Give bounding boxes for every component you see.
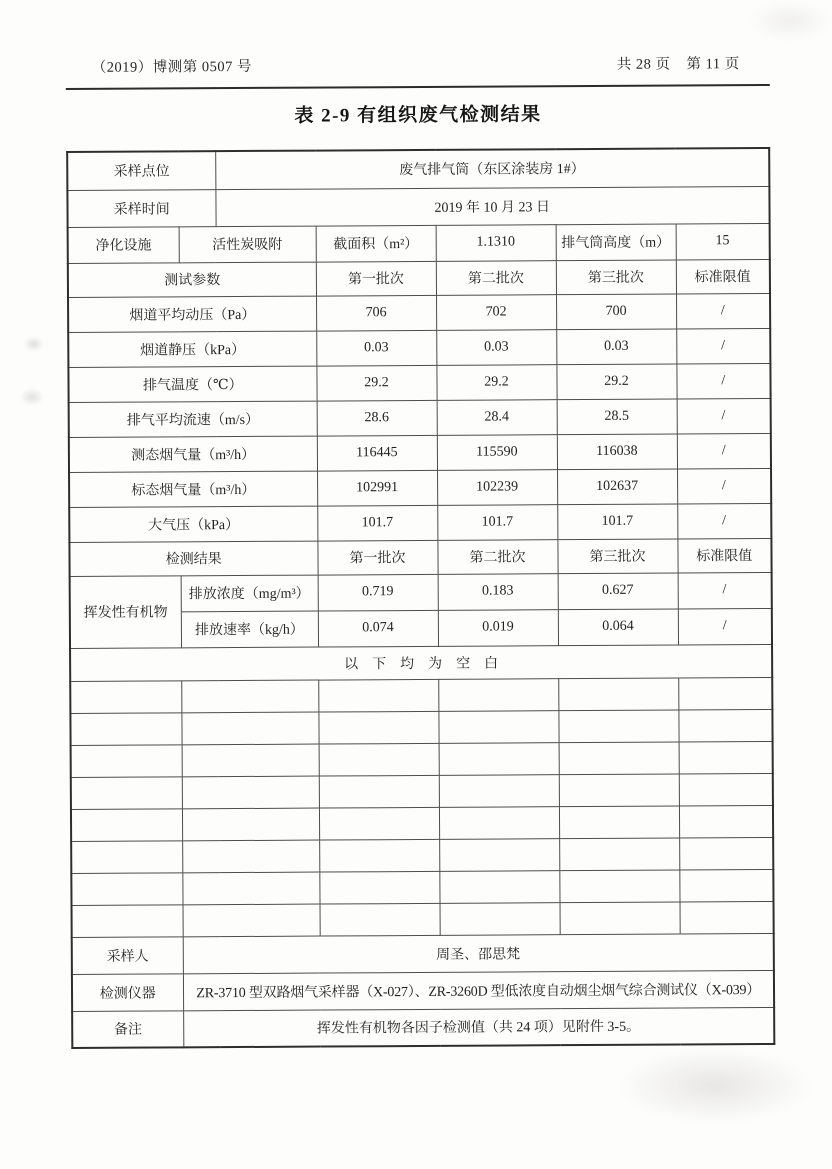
param-limit: / xyxy=(676,293,770,329)
empty-cell xyxy=(182,808,319,841)
empty-cell xyxy=(439,838,559,871)
param-row xyxy=(69,433,771,472)
table-row xyxy=(68,223,770,263)
params-header-label: 测试参数 xyxy=(68,262,316,297)
page-current: 第 11 页 xyxy=(686,56,740,73)
param-value: 29.2 xyxy=(556,363,676,399)
voc-value: 0.719 xyxy=(318,574,438,611)
empty-cell xyxy=(71,872,182,905)
empty-cell xyxy=(558,709,678,742)
voc-metric-label: 排放浓度（mg/m³） xyxy=(181,575,318,612)
results-header-label: 检测结果 xyxy=(69,541,317,576)
param-row xyxy=(69,398,771,437)
empty-cell xyxy=(320,903,440,936)
document-header xyxy=(92,52,740,77)
batch1-header: 第一批次 xyxy=(317,540,437,575)
table-row xyxy=(72,970,774,1011)
empty-cell xyxy=(72,904,183,937)
empty-cell xyxy=(679,805,773,838)
batch1-header: 第一批次 xyxy=(316,261,436,296)
param-value: 115590 xyxy=(437,434,557,470)
header-divider xyxy=(66,84,770,90)
param-value: 0.03 xyxy=(436,329,556,365)
empty-cell xyxy=(680,901,774,934)
param-value: 0.03 xyxy=(316,330,436,366)
param-value: 28.4 xyxy=(437,399,557,435)
empty-row xyxy=(71,805,773,841)
empty-cell xyxy=(71,840,182,873)
empty-cell xyxy=(440,902,560,935)
empty-cell xyxy=(71,744,182,777)
page-total: 共 28 页 xyxy=(616,56,671,73)
sampler-value: 周圣、邵思梵 xyxy=(183,933,774,973)
batch3-header: 第三批次 xyxy=(556,260,676,295)
empty-cell xyxy=(181,680,318,713)
param-label: 排气温度（℃） xyxy=(68,366,316,402)
batch2-header: 第二批次 xyxy=(437,539,557,574)
voc-limit: / xyxy=(678,572,772,609)
empty-cell xyxy=(318,711,438,744)
empty-cell xyxy=(678,677,772,710)
param-row xyxy=(69,468,771,507)
param-value: 102637 xyxy=(557,468,677,504)
empty-cell xyxy=(559,805,679,838)
empty-cell xyxy=(182,872,319,905)
param-row xyxy=(68,363,770,402)
empty-cell xyxy=(319,775,439,808)
empty-cell xyxy=(438,710,558,743)
empty-cell xyxy=(319,807,439,840)
blank-note: 以 下 均 为 空 白 xyxy=(70,644,772,681)
param-label: 烟道平均动压（Pa） xyxy=(68,296,316,332)
param-value: 28.5 xyxy=(557,398,677,434)
purification-label: 净化设施 xyxy=(68,226,179,263)
batch2-header: 第二批次 xyxy=(436,260,556,295)
voc-value: 0.019 xyxy=(438,609,558,646)
report-number: （2019）博测第 0507 号 xyxy=(91,58,252,76)
voc-value: 0.627 xyxy=(558,572,678,609)
param-value: 28.6 xyxy=(317,400,437,436)
param-value: 700 xyxy=(556,293,676,329)
remark-label: 备注 xyxy=(72,1010,183,1048)
empty-cell xyxy=(679,837,773,870)
param-value: 102991 xyxy=(317,470,437,506)
empty-cell xyxy=(559,869,679,902)
empty-cell xyxy=(679,741,773,774)
empty-cell xyxy=(319,743,439,776)
empty-cell xyxy=(439,774,559,807)
limit-header: 标准限值 xyxy=(677,538,771,573)
sampling-point-value: 废气排气筒（东区涂装房 1#） xyxy=(215,148,769,189)
voc-value: 0.064 xyxy=(558,608,678,645)
empty-cell xyxy=(183,904,320,937)
table-title: 表 2-9 有组织废气检测结果 xyxy=(294,104,542,127)
stack-height-value: 15 xyxy=(676,223,770,260)
instrument-label: 检测仪器 xyxy=(72,973,183,1011)
param-limit: / xyxy=(677,433,771,469)
voc-metric-label: 排放速率（kg/h） xyxy=(181,611,318,648)
param-value: 102239 xyxy=(437,469,557,505)
voc-value: 0.074 xyxy=(318,610,438,647)
sampling-point-label: 采样点位 xyxy=(67,151,215,190)
voc-row xyxy=(70,572,772,612)
empty-cell xyxy=(438,678,558,711)
empty-row xyxy=(70,677,772,713)
voc-group-label: 挥发性有机物 xyxy=(70,575,181,648)
purification-device: 活性炭吸附 xyxy=(179,226,316,263)
param-value: 706 xyxy=(316,295,436,331)
page-info xyxy=(617,52,740,74)
empty-cell xyxy=(71,808,182,841)
stack-height-label: 排气筒高度（m） xyxy=(556,224,676,261)
param-limit: / xyxy=(676,328,770,364)
param-value: 116038 xyxy=(557,433,677,469)
empty-cell xyxy=(679,773,773,806)
param-limit: / xyxy=(677,398,771,434)
blank-note-row xyxy=(70,644,772,681)
empty-row xyxy=(71,837,773,873)
empty-cell xyxy=(182,744,319,777)
empty-cell xyxy=(439,806,559,839)
empty-cell xyxy=(319,871,439,904)
table-row xyxy=(67,186,769,227)
empty-cell xyxy=(559,741,679,774)
empty-row xyxy=(71,741,773,777)
empty-cell xyxy=(182,776,319,809)
param-row xyxy=(69,503,771,542)
voc-limit: / xyxy=(678,608,772,645)
param-row xyxy=(68,328,770,367)
param-label: 烟道静压（kPa） xyxy=(68,331,316,367)
param-row xyxy=(68,293,770,332)
batch3-header: 第三批次 xyxy=(557,538,677,573)
empty-cell xyxy=(318,679,438,712)
empty-cell xyxy=(560,901,680,934)
param-label: 测态烟气量（m³/h） xyxy=(69,436,317,472)
param-value: 116445 xyxy=(317,435,437,471)
sampler-label: 采样人 xyxy=(72,936,183,974)
table-row xyxy=(72,1007,774,1048)
sampling-time-value: 2019 年 10 月 23 日 xyxy=(215,186,769,226)
param-label: 标态烟气量（m³/h） xyxy=(69,471,317,507)
table-header-row xyxy=(69,538,771,576)
param-limit: / xyxy=(677,468,771,504)
limit-header: 标准限值 xyxy=(676,259,770,294)
param-value: 101.7 xyxy=(437,504,557,540)
param-limit: / xyxy=(677,503,771,539)
instrument-value: ZR-3710 型双路烟气采样器（X-027）、ZR-3260D 型低浓度自动烟尘烟气综合测试仪（X-039） xyxy=(183,970,774,1010)
empty-row xyxy=(72,901,774,937)
emission-results-table xyxy=(66,147,775,1049)
empty-cell xyxy=(439,742,559,775)
remark-value: 挥发性有机物各因子检测值（共 24 项）见附件 3-5。 xyxy=(183,1007,774,1047)
empty-cell xyxy=(559,837,679,870)
param-limit: / xyxy=(676,363,770,399)
voc-value: 0.183 xyxy=(438,573,558,610)
empty-row xyxy=(70,709,772,745)
table-header-row xyxy=(68,259,770,297)
empty-cell xyxy=(558,677,678,710)
empty-cell xyxy=(181,712,318,745)
empty-row xyxy=(71,869,773,905)
param-value: 101.7 xyxy=(557,503,677,539)
empty-row xyxy=(71,773,773,809)
empty-cell xyxy=(559,773,679,806)
table-row xyxy=(67,148,769,190)
empty-cell xyxy=(319,839,439,872)
sampling-time-label: 采样时间 xyxy=(67,189,215,227)
empty-cell xyxy=(70,712,181,745)
cross-section-value: 1.1310 xyxy=(436,224,556,261)
param-value: 29.2 xyxy=(436,364,556,400)
param-label: 排气平均流速（m/s） xyxy=(69,401,317,437)
empty-cell xyxy=(678,709,772,742)
empty-cell xyxy=(71,776,182,809)
param-value: 702 xyxy=(436,294,556,330)
empty-cell xyxy=(182,840,319,873)
param-value: 101.7 xyxy=(317,505,437,541)
empty-cell xyxy=(679,869,773,902)
empty-cell xyxy=(439,870,559,903)
table-row xyxy=(72,933,774,974)
param-value: 29.2 xyxy=(316,365,436,401)
empty-cell xyxy=(70,680,181,713)
param-value: 0.03 xyxy=(556,328,676,364)
cross-section-label: 截面积（m²） xyxy=(316,225,436,262)
param-label: 大气压（kPa） xyxy=(69,506,317,542)
